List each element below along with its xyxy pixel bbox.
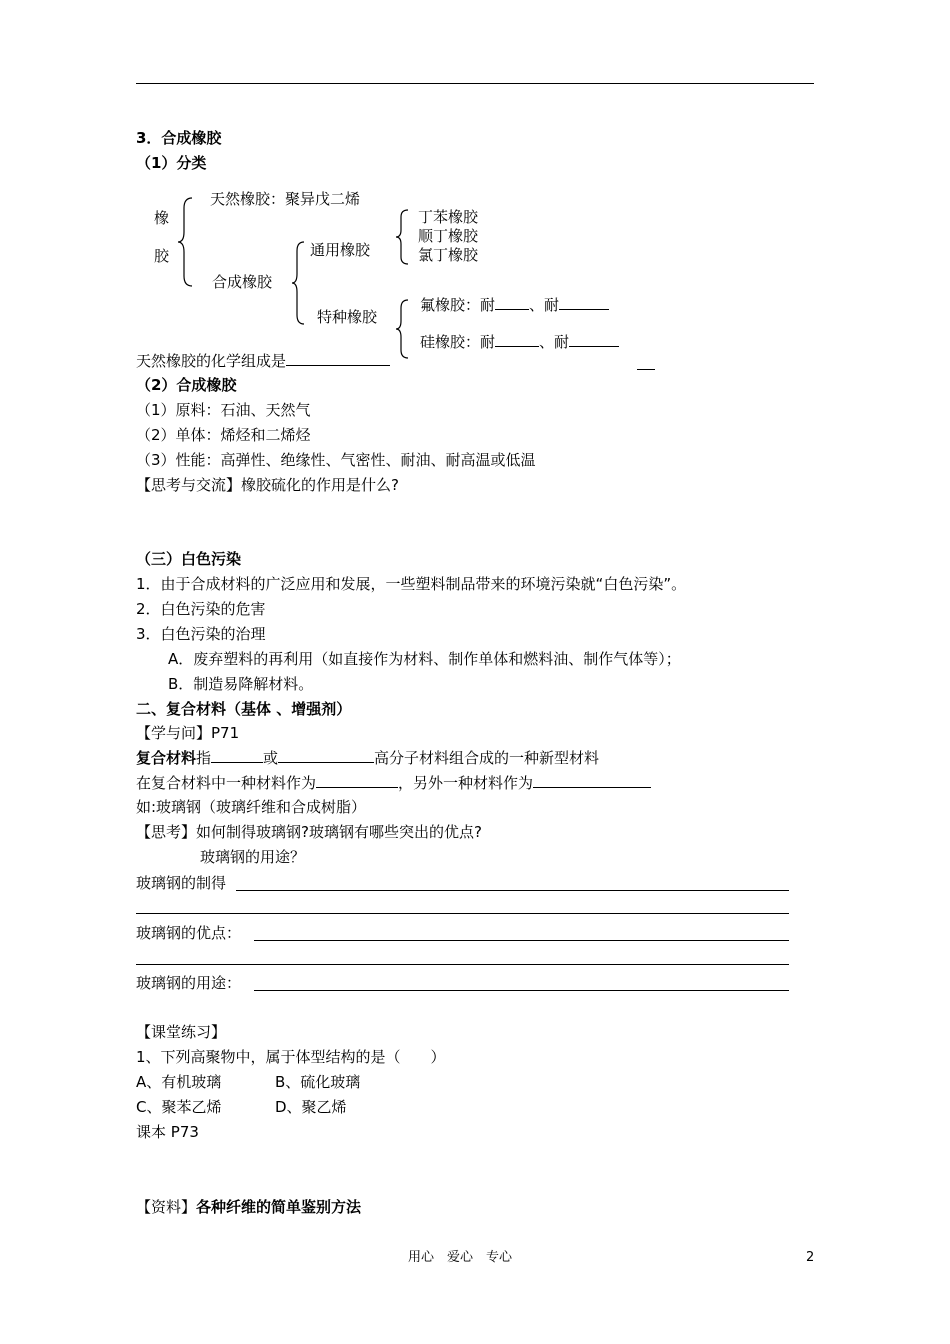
fiberglass-usage-label: 玻璃钢的用途： <box>136 974 242 992</box>
study-question: 【学与问】P71 <box>136 724 240 742</box>
brace-special <box>396 298 414 360</box>
fiberglass-advantage-line-2[interactable] <box>136 964 789 965</box>
footer-motto: 用心 爱心 专心 <box>408 1250 513 1265</box>
brace-synthetic <box>292 240 310 326</box>
section-title-synthetic-rubber: 3．合成橡胶 <box>136 129 222 147</box>
composite-def-c: 高分子材料组合成的一种新型材料 <box>374 749 600 767</box>
brace-main <box>178 196 198 288</box>
natural-composition-blank[interactable] <box>286 351 390 366</box>
section-title-white-pollution: （三）白色污染 <box>136 550 242 568</box>
fiberglass-make-line-1[interactable] <box>236 890 789 891</box>
think-fiberglass-usage: 玻璃钢的用途？ <box>200 848 306 866</box>
material-title: 各种纤维的简单鉴别方法 <box>196 1198 362 1216</box>
subsection-synthetic-rubber: （2）合成橡胶 <box>136 376 237 394</box>
silicon-rubber-line <box>420 332 619 352</box>
fluoro-rubber-label: 氟橡胶：耐 <box>420 296 496 314</box>
silicon-blank-2[interactable] <box>569 332 619 347</box>
exercise-option-b: B、硫化玻璃 <box>275 1073 361 1091</box>
fiberglass-make-label: 玻璃钢的制得 <box>136 874 227 892</box>
composite-blank-2[interactable] <box>278 748 374 763</box>
header-rule <box>136 83 814 84</box>
fiberglass-usage-line[interactable] <box>254 990 789 991</box>
composite-def-b: 或 <box>263 749 279 767</box>
composite-def-a: 指 <box>196 749 212 767</box>
fluoro-rubber-line <box>420 295 609 315</box>
composite-definition-line <box>136 748 599 768</box>
general-item-cr: 氯丁橡胶 <box>418 246 479 264</box>
properties-line: （3）性能：高弹性、绝缘性、气密性、耐油、耐高温或低温 <box>136 451 536 469</box>
exercise-question: 1、下列高聚物中，属于体型结构的是（ ） <box>136 1048 446 1066</box>
fiberglass-advantage-label: 玻璃钢的优点： <box>136 924 242 942</box>
subsection-classification: （1）分类 <box>136 154 207 172</box>
page-number: 2 <box>806 1250 815 1265</box>
fluoro-sep: 、耐 <box>529 296 560 314</box>
fluoro-blank-1[interactable] <box>495 295 529 310</box>
brace-general <box>396 208 414 266</box>
role-blank-1[interactable] <box>316 773 398 788</box>
exercise-title: 【课堂练习】 <box>136 1023 227 1041</box>
general-item-sbr: 丁苯橡胶 <box>418 208 479 226</box>
silicon-sep: 、耐 <box>539 333 570 351</box>
white-pollution-item-1: 1．由于合成材料的广泛应用和发展，一些塑料制品带来的环境污染就“白色污染”。 <box>136 575 687 593</box>
role-blank-2[interactable] <box>533 773 651 788</box>
think-fiberglass: 【思考】如何制得玻璃钢?玻璃钢有哪些突出的优点? <box>136 823 482 841</box>
monomer-line: （2）单体：烯烃和二烯烃 <box>136 426 311 444</box>
white-pollution-subitem-a: A．废弃塑料的再利用（如直接作为材料、制作单体和燃料油、制作气体等）； <box>168 650 681 668</box>
section-title-composite: 二、复合材料（基体 、增强剂） <box>136 700 352 718</box>
stray-underline <box>637 369 655 370</box>
fiberglass-example: 如:玻璃钢（玻璃纤维和合成树脂） <box>136 798 367 816</box>
natural-composition-label: 天然橡胶的化学组成是 <box>136 352 287 370</box>
white-pollution-item-3: 3．白色污染的治理 <box>136 625 266 643</box>
think-exchange-line: 【思考与交流】橡胶硫化的作用是什么? <box>136 476 399 494</box>
fiberglass-make-line-2[interactable] <box>136 913 789 914</box>
general-item-br: 顺丁橡胶 <box>418 227 479 245</box>
composite-blank-1[interactable] <box>211 748 263 763</box>
tree-natural-rubber: 天然橡胶：聚异戊二烯 <box>210 190 361 208</box>
raw-material-line: （1）原料：石油、天然气 <box>136 401 311 419</box>
tree-synthetic-rubber: 合成橡胶 <box>212 273 273 291</box>
exercise-option-a: A、有机玻璃 <box>136 1073 222 1091</box>
tree-special-rubber: 特种橡胶 <box>317 308 378 326</box>
white-pollution-item-2: 2．白色污染的危害 <box>136 600 266 618</box>
silicon-blank-1[interactable] <box>495 332 539 347</box>
material-heading <box>136 1197 361 1217</box>
exercise-option-d: D、聚乙烯 <box>275 1098 347 1116</box>
role-b: ，另外一种材料作为 <box>398 774 534 792</box>
composite-term: 复合材料 <box>136 749 197 767</box>
exercise-option-c: C、聚苯乙烯 <box>136 1098 222 1116</box>
tree-root-char-1: 橡 <box>154 209 170 227</box>
material-prefix: 【资料】 <box>136 1198 197 1216</box>
textbook-reference: 课本 P73 <box>136 1123 199 1141</box>
role-a: 在复合材料中一种材料作为 <box>136 774 317 792</box>
tree-root-char-2: 胶 <box>154 247 170 265</box>
natural-composition-line <box>136 351 390 371</box>
composite-role-line <box>136 773 651 793</box>
tree-general-rubber: 通用橡胶 <box>310 241 371 259</box>
fiberglass-advantage-line-1[interactable] <box>254 940 789 941</box>
silicon-rubber-label: 硅橡胶：耐 <box>420 333 496 351</box>
fluoro-blank-2[interactable] <box>559 295 609 310</box>
white-pollution-subitem-b: B．制造易降解材料。 <box>168 675 314 693</box>
